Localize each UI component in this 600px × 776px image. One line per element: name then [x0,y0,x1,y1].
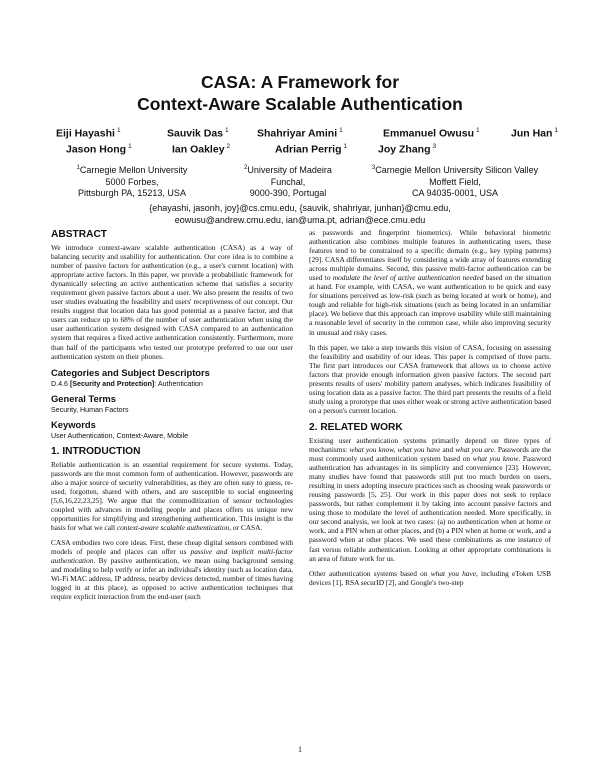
author-emails [0,203,600,226]
paper-title-line-2: Context-Aware Scalable Authentication [137,94,463,114]
page-number: 1 [298,745,302,754]
email-line-1: {ehayashi, jasonh, joy}@cs.cmu.edu, {sauvik, shahriyar, junhan}@cmu.edu, [149,203,451,213]
author-name: Joy Zhang $^3$ [378,143,437,156]
related-work-heading: 2. RELATED WORK [309,421,403,433]
paper-title-line-1: CASA: A Framework for [200,72,400,92]
keywords-text: User Authentication, Context-Aware, Mobile [51,431,189,440]
left-column [51,228,293,607]
abstract-text: We introduce context-aware scalable authentication (CASA) as a way of balancing security and usability for authentication. Our core idea is to combine a number of passive factors for authentication (e.g., a user's current location) with appropriate active factors. In this paper, we provide a probabilistic framework for dynamically selecting an active authentication scheme that satisfies a security requirement given passive factors about a user. We also present the results of two user studies evaluating the feasibility and users' receptiveness of our concept. Our results suggest that location data has good potential as a passive factor, and that users can reduce up to 68% of the number of user authentication when using the user authentication system designed with CASA compared to an authentication system that requires a fixed active authentication consistently. Furthermore, more than half of the participants who tested our prototype preferred to use our user authentication system on their phones. [51,243,293,361]
categories-text: D.4.6 [Security and Protection]: Authentication [51,379,203,388]
author-name: Ian Oakley $^2$ [172,143,231,156]
author-name: Jun Han $^1$ [511,127,559,140]
related-work-paragraph-2: Other authentication systems based on what you have, including eToken USB devices [1], RSA securID [2], and Google's two-step [309,568,552,587]
author-name: Jason Hong $^1$ [66,143,132,156]
general-terms-text: Security, Human Factors [51,405,129,414]
author-name: Shahriyar Amini $^1$ [257,127,343,140]
author-name: Emmanuel Owusu $^1$ [383,127,480,140]
email-line-2: eowusu@andrew.cmu.edu, ian@uma.pt, adrian@ece.cmu.edu [174,214,426,225]
affiliation-1: $^1$Carnegie Mellon University 5000 Forbes, Pittsburgh PA, 15213, USA [76,165,188,198]
affiliation-3: $^3$Carnegie Mellon University Silicon Valley Moffett Field, CA 94035-0001, USA [371,165,539,198]
author-name: Adrian Perrig $^1$ [275,143,348,156]
intro-paragraph-2-continued: as passwords and fingerprint biometrics). While behavioral biometric authentication also combines multiple features in authenticating users, these features tend to be constrained to a specific domain (e.g., key typing patterns) [29]. CASA differentiates itself by considering a wide array of features extending across multiple domains. Second, this passive multi-factor authentication can be used to modulate the level of active authentication needed based on the situation at hand. For example, with CASA, we want authentication to be quick and easy for situations perceived as low-risk (such as being located at work or home), and tough and reliable for high-risk situations (such as being located in an unfamiliar place). We believe that this approach can improve usability while still maintaining a reasonable level of security in the common case, while also improving security in unusual and risky cases. [309,228,551,337]
intro-paragraph-3: In this paper, we take a step towards this vision of CASA, focusing on assessing the feasibility and usability of our ideas. This paper is comprised of three parts. The first part introduces our CASA framework that allows us to choose active factors that provide enough information given passive factors. The second part presents results of users' mobility pattern analyses, which indicates feasibility of using location data as a passive factor. The third part presents the results of a field study using a prototype that uses either weak or strong active authentication based on a person's current location. [309,342,551,415]
keywords-heading: Keywords [51,418,96,430]
related-work-paragraph-1: Existing user authentication systems primarily depend on three types of mechanisms: what you know, what you have and what you are. Passwords are the most commonly used authentication system based on what you know. Password authentication has advantages in its simplicity and convenience [23]. However, many studies have found that passwords still put too much burden on users, resulting in users adopting insecure practices such as choosing weak passwords or reusing passwords [5, 25]. Our work in this paper does not seek to replace passwords, but rather complement it by taking into account passive factors and using those to modulate the level of authentication needed. More specifically, in our second analysis, we look at two cases: (a) no authentication when at home or work, and a PIN when at other places, and (b) a PIN when at home or work, and a password when at other places. We used these combinations as one instance of fast versus reliable authentication. Looking at other appropriate combinations is an area of future work for us. [309,435,552,563]
intro-paragraph-1: Reliable authentication is an essential requirement for secure systems. Today, passwords are the most common form of authentication. However, passwords are also a major source of security vulnerabilities, as they are often easy to guess, re-used, forgotten, shared with others, and are susceptible to social engineering [5,6,16,22,23,25]. We argue that the commoditization of sensor technologies coupled with advances in modeling people and places offers us unique new opportunities for simplifying and strengthening authentication. This insight is the basis for what we call context-aware scalable authentication, or CASA. [51,459,293,532]
affiliation-2: $^2$University of Madeira Funchal, 9000-390, Portugal [244,165,332,198]
introduction-heading: 1. INTRODUCTION [51,445,141,457]
right-column [309,228,551,593]
categories-heading: Categories and Subject Descriptors [51,366,210,378]
general-terms-heading: General Terms [51,392,116,404]
intro-paragraph-2: CASA embodies two core ideas. First, these cheap digital sensors combined with models of people and places can offer us passive and implicit multi-factor authentication. By passive authentication, we mean using background sensing and modeling to help verify or infer an individual's identity (such as location data, Wi-Fi MAC address, IP address, nearby devices detected, number of times having logged in at this place), as opposed to active authentication techniques that require explicit interaction from the end-user (such [51,537,293,602]
author-name: Eiji Hayashi $^1$ [56,127,121,140]
author-name: Sauvik Das $^1$ [167,127,229,140]
abstract-heading: ABSTRACT [51,229,108,240]
